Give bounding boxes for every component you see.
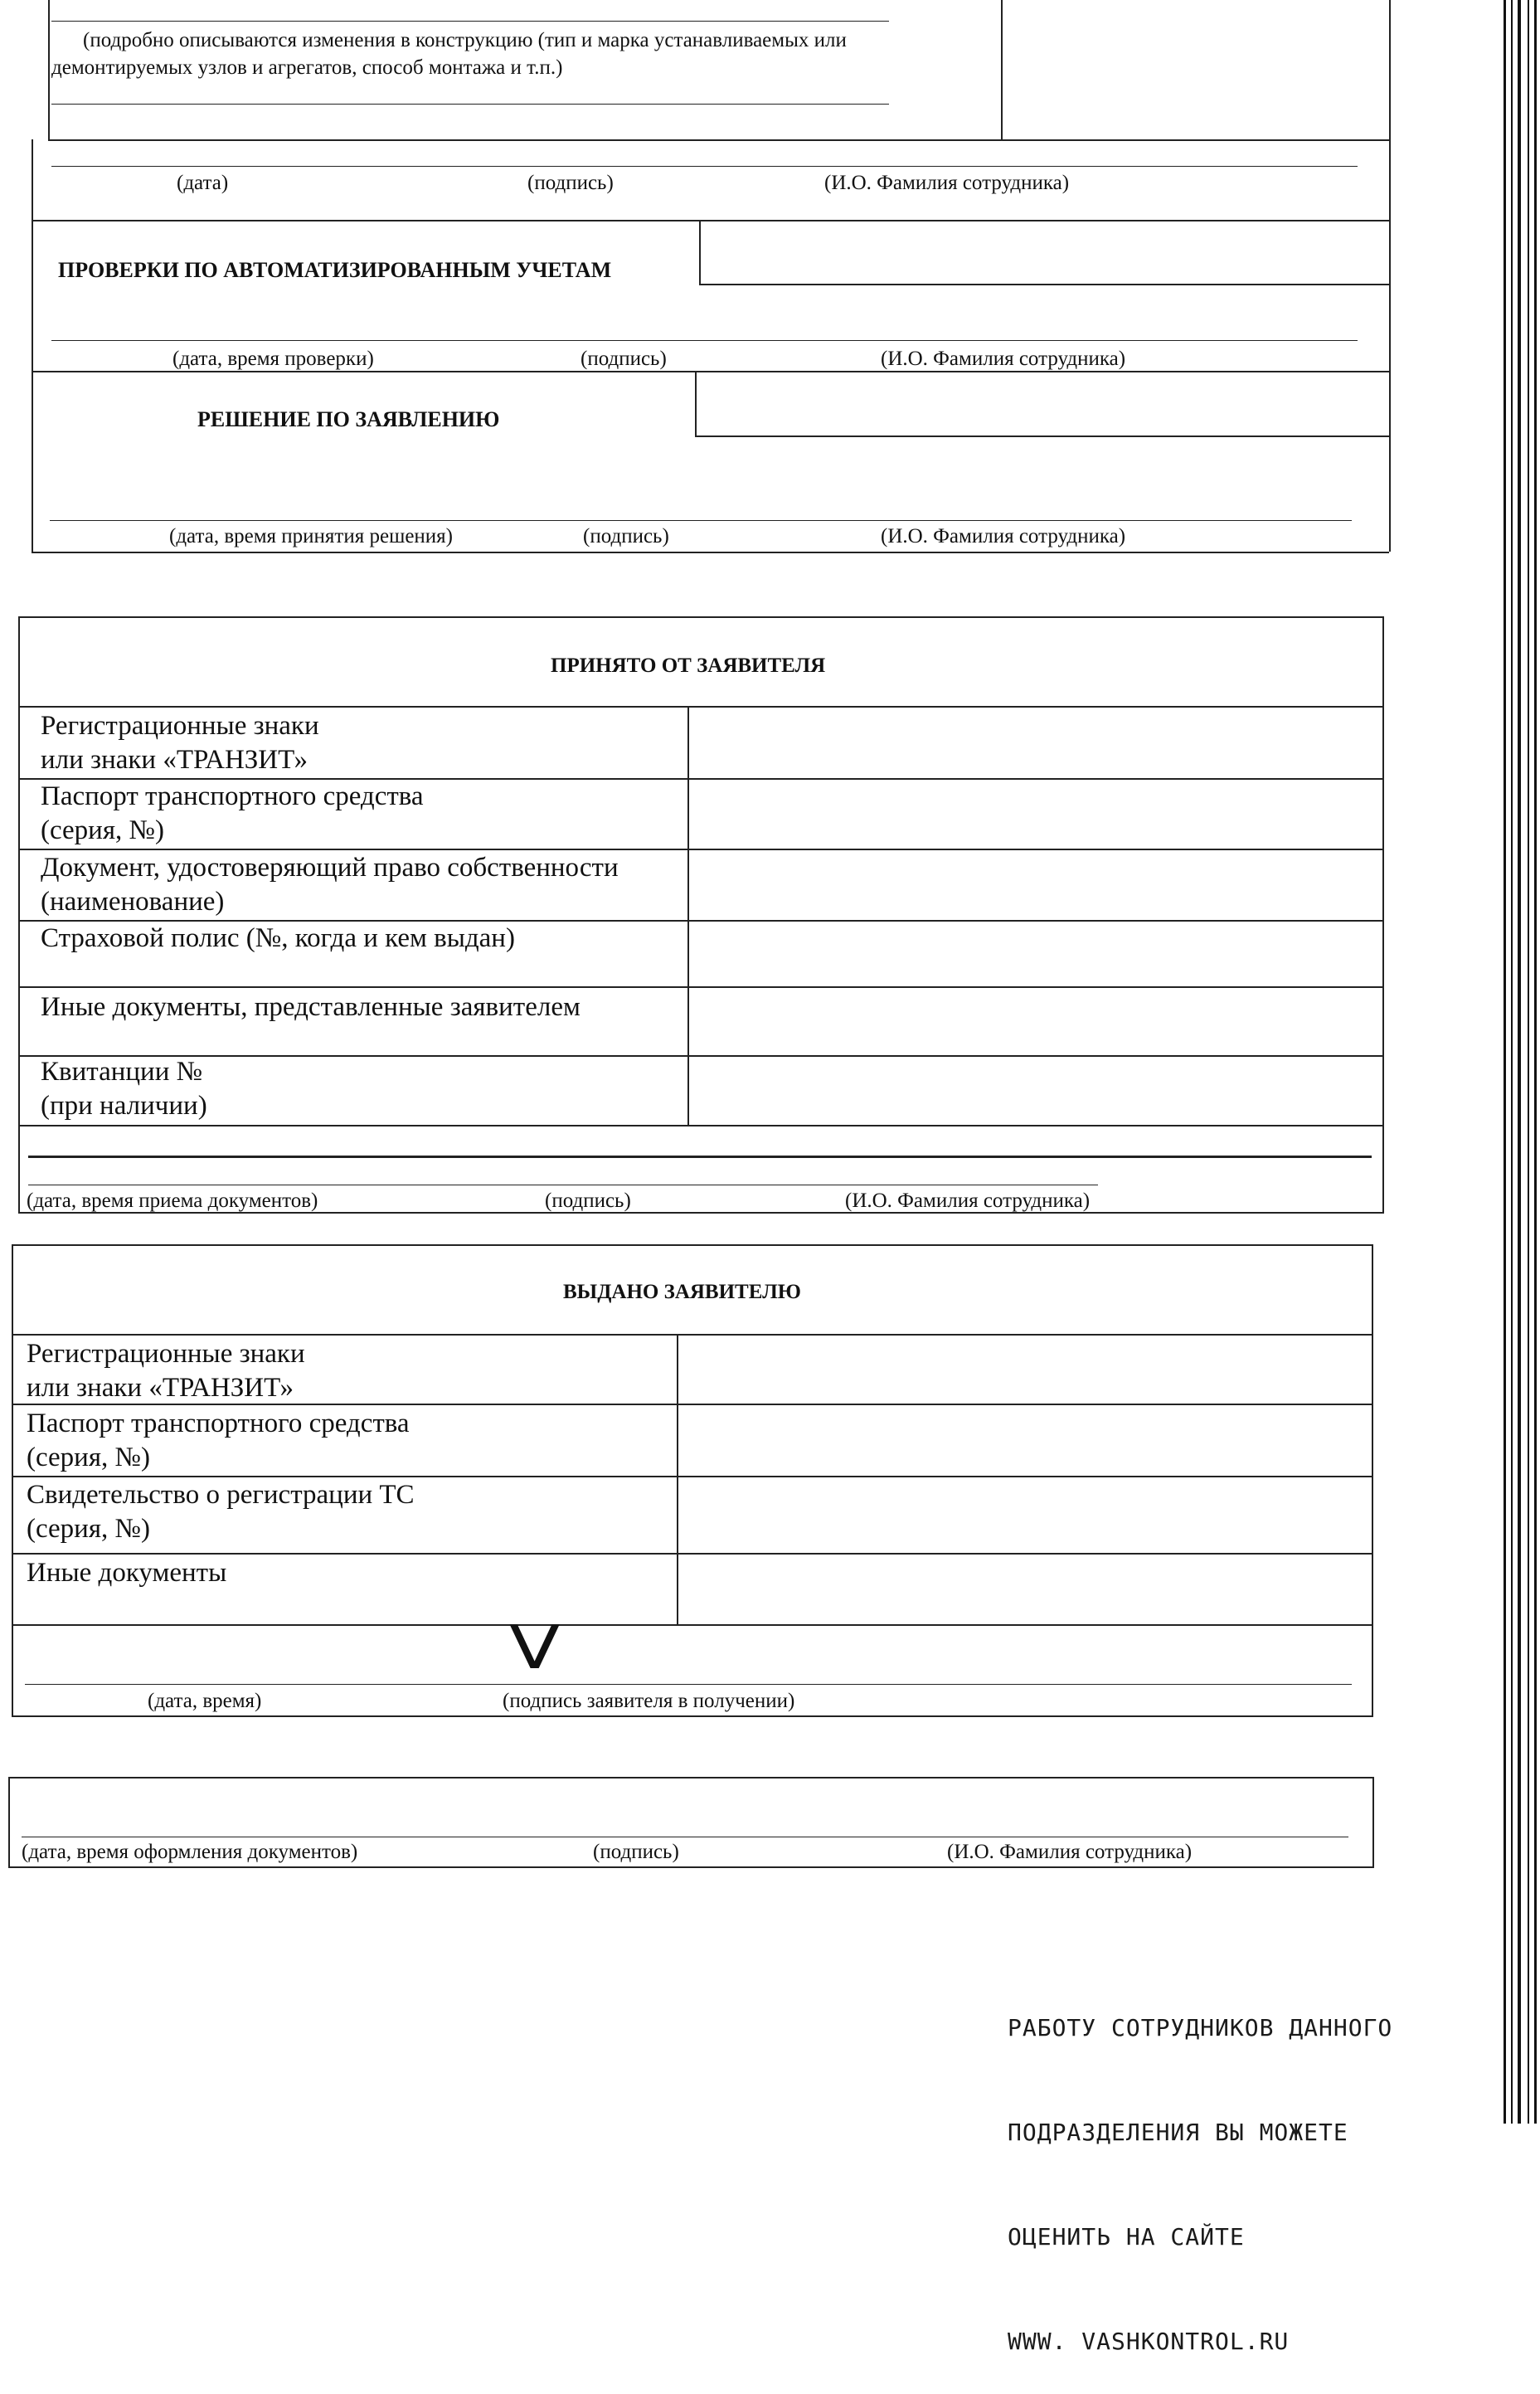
employee-name-caption: (И.О. Фамилия сотрудника) [947,1841,1193,1863]
employee-name-caption: (И.О. Фамилия сотрудника) [881,525,1126,547]
row-label-vehicle-passport: Паспорт транспортного средства (серия, №) [27,1409,410,1472]
accepted-section [18,616,1384,1214]
section-title: ПРОВЕРКИ ПО АВТОМАТИЗИРОВАННЫМ УЧЕТАМ [58,258,612,282]
row-label-insurance-policy: Страховой полис (№, когда и кем выдан) [41,923,515,953]
employee-name-caption: (И.О. Фамилия сотрудника) [845,1190,1091,1212]
row-label-registration-plates: Регистрационные знаки или знаки «ТРАНЗИТ» [41,711,319,775]
row-label-registration-certificate: Свидетельство о регистрации ТС (серия, №) [27,1480,415,1544]
section-title: ПРИНЯТО ОТ ЗАЯВИТЕЛЯ [551,654,826,677]
row-label-other-documents: Иные документы [27,1558,227,1588]
datetime-caption: (дата, время проверки) [172,348,374,370]
signature-caption: (подпись) [527,172,614,194]
row-label-other-documents: Иные документы, представленные заявителем [41,992,581,1022]
row-label-receipts: Квитанции № (при наличии) [41,1057,207,1121]
feedback-stamp: РАБОТУ СОТРУДНИКОВ ДАННОГО ПОДРАЗДЕЛЕНИЯ ВЫ МОЖЕТЕ ОЦЕНИТЬ НА САЙТЕ WWW. VASHKONTROL.RU [1008,2014,1393,2355]
signature-line [51,166,1358,167]
employee-name-caption: (И.О. Фамилия сотрудника) [881,348,1126,370]
signature-line [28,1156,1372,1158]
row-label-vehicle-passport: Паспорт транспортного средства (серия, №) [41,781,424,845]
processing-section [8,1777,1374,1868]
signature-caption: (подпись) [583,525,669,547]
row-label-registration-plates: Регистрационные знаки или знаки «ТРАНЗИТ» [27,1339,305,1403]
datetime-caption: (дата, время принятия решения) [169,525,454,547]
signature-caption: (подпись) [581,348,667,370]
section-title: РЕШЕНИЕ ПО ЗАЯВЛЕНИЮ [197,407,500,431]
signature-caption: (подпись) [593,1841,679,1863]
employee-name-caption: (И.О. Фамилия сотрудника) [824,172,1070,194]
issued-section [12,1244,1373,1717]
applicant-signature-mark: V [508,1613,561,1682]
datetime-caption: (дата, время) [148,1690,262,1712]
date-caption: (дата) [177,172,229,194]
signature-caption: (подпись) [545,1190,631,1212]
description-text-1: (подробно описываются изменения в конструкцию (тип и марка устанавливаемых или [83,29,847,51]
fill-line [51,104,889,105]
datetime-caption: (дата, время приема документов) [27,1190,318,1212]
datetime-caption: (дата, время оформления документов) [22,1841,358,1863]
description-text-2: демонтируемых узлов и агрегатов, способ монтажа и т.п.) [51,56,563,79]
applicant-signature-caption: (подпись заявителя в получении) [503,1690,795,1712]
fill-line [51,21,889,22]
section-title: ВЫДАНО ЗАЯВИТЕЛЮ [563,1281,801,1303]
signature-line [25,1684,1352,1685]
row-label-ownership-document: Документ, удостоверяющий право собственности (наименование) [41,853,619,917]
signature-line [50,520,1352,521]
signature-line [51,340,1358,341]
